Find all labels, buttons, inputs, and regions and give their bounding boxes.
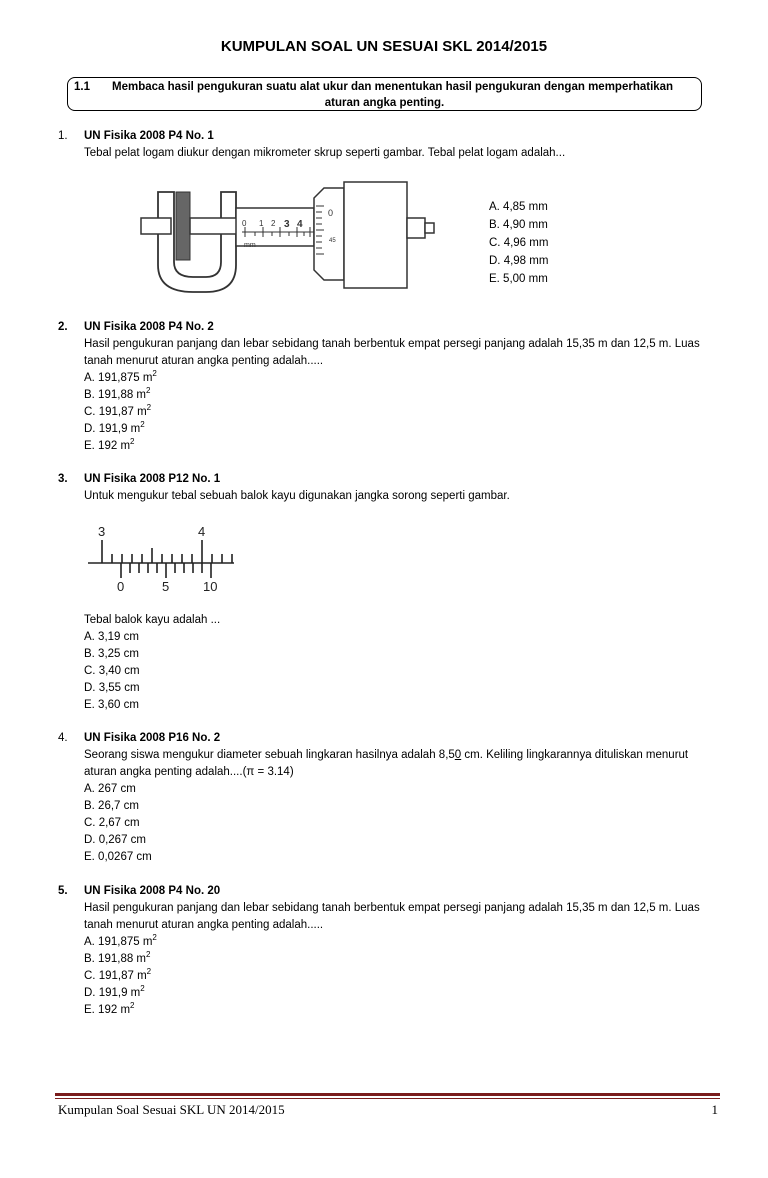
question-number: 4. xyxy=(58,732,68,744)
option-e[interactable]: E. 192 $m^2$ xyxy=(84,437,135,452)
footer-rule xyxy=(55,1093,720,1096)
option-a[interactable]: A. 4,85 mm xyxy=(489,201,548,213)
micrometer-figure xyxy=(138,180,440,298)
page-title: KUMPULAN SOAL UN SESUAI SKL 2014/2015 xyxy=(220,38,548,55)
option-a[interactable]: A. 3,19 cm xyxy=(84,631,139,643)
thimble-label: 45 xyxy=(329,238,336,244)
question-text: Seorang siswa mengukur diameter sebuah lingkaran hasilnya adalah 8,50 cm. Keliling lingkarannya dituliskan menurut aturan angka penting adalah....(π = 3.14) xyxy=(84,749,689,778)
option-a[interactable]: A. 191,875 $m^2$ xyxy=(84,369,157,384)
sleeve-label: 4 xyxy=(297,219,303,230)
caliper-figure xyxy=(88,522,238,594)
question-text: Tebal balok kayu adalah ... xyxy=(84,614,221,626)
footer-text: Kumpulan Soal Sesuai SKL UN 2014/2015 xyxy=(58,1102,285,1117)
question-source: UN Fisika 2008 P4 No. 1 xyxy=(84,130,214,142)
option-c[interactable]: C. 2,67 cm xyxy=(84,817,140,829)
main-scale-label: 3 xyxy=(98,524,106,539)
sleeve-unit: mm xyxy=(244,242,256,249)
option-d[interactable]: D. 191,9 $m^2$ xyxy=(84,420,145,435)
option-c[interactable]: C. 3,40 cm xyxy=(84,665,140,677)
question-text: Untuk mengukur tebal sebuah balok kayu digunakan jangka sorong seperti gambar. xyxy=(84,490,510,502)
question-text: Tebal pelat logam diukur dengan mikrometer skrup seperti gambar. Tebal pelat logam adalah... xyxy=(84,147,566,159)
option-b[interactable]: B. 26,7 cm xyxy=(84,800,139,812)
option-a[interactable]: A. 267 cm xyxy=(84,783,136,795)
option-e[interactable]: E. 5,00 mm xyxy=(489,273,548,285)
vernier-label: 5 xyxy=(162,579,170,594)
topic-line-1: Membaca hasil pengukuran suatu alat ukur dan menentukan hasil pengukuran dengan memperhatikan xyxy=(112,81,674,93)
main-scale-label: 4 xyxy=(198,524,206,539)
page-number: 1 xyxy=(711,1102,718,1117)
question-number: 2. xyxy=(58,321,68,333)
question-3-answers xyxy=(58,612,718,712)
vernier-label: 0 xyxy=(117,579,125,594)
question-text: Hasil pengukuran panjang dan lebar sebidang tanah berbentuk empat persegi panjang adalah 15,35 m dan 12,5 m. Luas tanah menurut aturan angka penting adalah..... xyxy=(84,338,700,367)
question-5 xyxy=(58,883,718,1023)
question-2 xyxy=(58,319,718,459)
question-4 xyxy=(58,730,718,870)
question-source: UN Fisika 2008 P4 No. 20 xyxy=(84,885,221,897)
answer-options xyxy=(489,198,548,288)
footer-rule-thin xyxy=(55,1098,720,1099)
thimble-label: 0 xyxy=(328,208,334,218)
question-source: UN Fisika 2008 P16 No. 2 xyxy=(84,732,221,744)
vernier-label: 10 xyxy=(203,579,218,594)
option-c[interactable]: C. 191,87 $m^2$ xyxy=(84,967,152,982)
option-c[interactable]: C. 191,87 $m^2$ xyxy=(84,403,152,418)
question-number: 3. xyxy=(58,473,68,485)
question-number: 1. xyxy=(58,130,68,142)
sleeve-label: 3 xyxy=(284,219,290,230)
option-b[interactable]: B. 3,25 cm xyxy=(84,648,139,660)
sleeve-label: 0 xyxy=(242,219,247,228)
sleeve-label: 1 xyxy=(259,219,264,228)
topic-number: 1.1 xyxy=(74,81,90,93)
option-e[interactable]: E. 0,0267 cm xyxy=(84,851,152,863)
option-e[interactable]: E. 192 $m^2$ xyxy=(84,1001,135,1016)
sleeve-label: 2 xyxy=(271,219,276,228)
question-number: 5. xyxy=(58,885,68,897)
question-source: UN Fisika 2008 P4 No. 2 xyxy=(84,321,214,333)
option-d[interactable]: D. 4,98 mm xyxy=(489,255,549,267)
option-b[interactable]: B. 191,88 $m^2$ xyxy=(84,950,151,965)
option-b[interactable]: B. 191,88 $m^2$ xyxy=(84,386,151,401)
question-source: UN Fisika 2008 P12 No. 1 xyxy=(84,473,221,485)
option-d[interactable]: D. 3,55 cm xyxy=(84,682,140,694)
topic-box xyxy=(67,77,702,111)
question-text: Hasil pengukuran panjang dan lebar sebidang tanah berbentuk empat persegi panjang adalah 15,35 m dan 12,5 m. Luas tanah menurut aturan angka penting adalah..... xyxy=(84,902,700,931)
option-a[interactable]: A. 191,875 $m^2$ xyxy=(84,933,157,948)
option-d[interactable]: D. 0,267 cm xyxy=(84,834,146,846)
option-d[interactable]: D. 191,9 $m^2$ xyxy=(84,984,145,999)
topic-line-2: aturan angka penting. xyxy=(324,97,445,109)
option-b[interactable]: B. 4,90 mm xyxy=(489,219,548,231)
option-c[interactable]: C. 4,96 mm xyxy=(489,237,549,249)
option-e[interactable]: E. 3,60 cm xyxy=(84,699,139,711)
